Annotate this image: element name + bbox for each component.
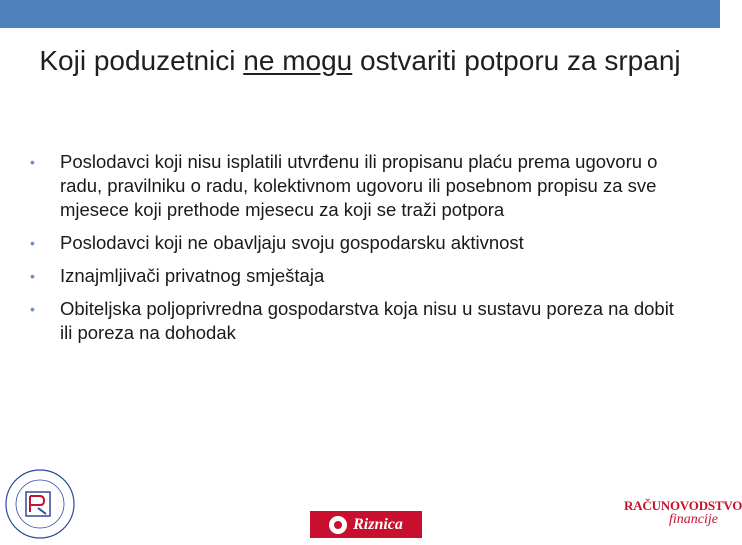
title-part-1: Koji poduzetnici [39, 45, 244, 76]
riznica-logo [310, 511, 422, 538]
top-accent-bar [0, 0, 720, 28]
bullet-text: Iznajmljivači privatnog smještaja [60, 265, 325, 286]
riznica-label: Riznica [353, 515, 403, 533]
bullet-dot-icon: • [30, 235, 35, 251]
bullet-item [30, 150, 690, 222]
bullet-dot-icon: • [30, 268, 35, 284]
bullet-item [30, 264, 690, 288]
bullet-text: Poslodavci koji ne obavljaju svoju gospodarsku aktivnost [60, 232, 524, 253]
bullet-item [30, 231, 690, 255]
bullet-item [30, 297, 690, 345]
rif-logo-line1: RAČUNOVODSTVO [624, 498, 742, 513]
bullet-dot-icon: • [30, 154, 35, 170]
slide-title [20, 42, 700, 80]
association-seal-logo [0, 458, 80, 540]
bullet-list [30, 150, 690, 354]
rif-logo-line2: financije [669, 512, 718, 527]
bullet-text: Obiteljska poljoprivredna gospodarstva koja nisu u sustavu poreza na dobit ili poreza na dohodak [60, 298, 674, 343]
riznica-emblem-icon [329, 516, 347, 534]
bullet-text: Poslodavci koji nisu isplatili utvrđenu ili propisanu plaću prema ugovoru o radu, pravilniku o radu, kolektivnom ugovoru ili posebnom propisu za sve mjesece koji prethode mjesecu za koji se traži potpora [60, 151, 658, 220]
title-underlined: ne mogu [243, 45, 353, 76]
title-part-2: ostvariti potporu za srpanj [352, 45, 681, 76]
rif-logo [624, 498, 742, 538]
bullet-dot-icon: • [30, 301, 35, 317]
